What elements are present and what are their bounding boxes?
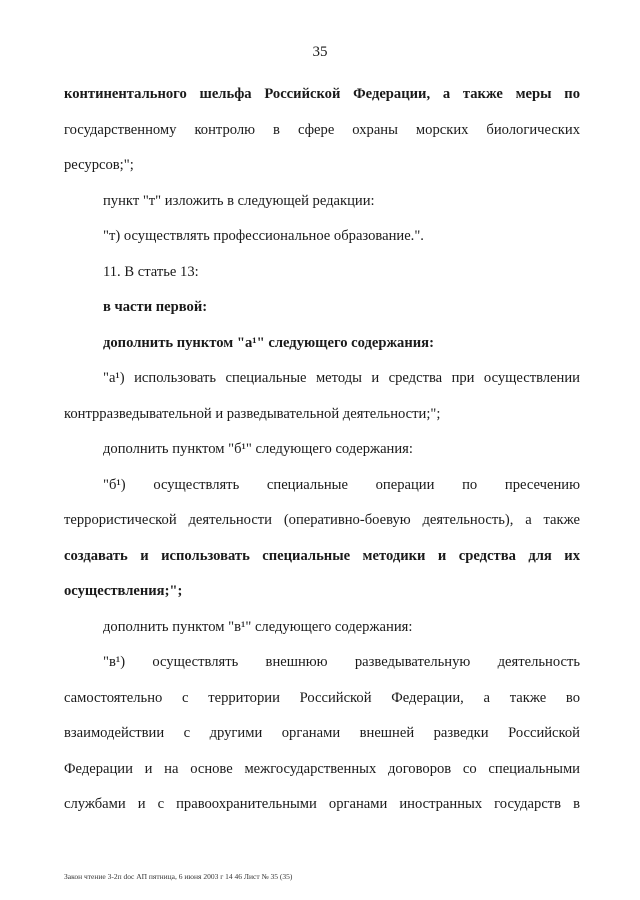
text-line: "а¹) использовать специальные методы и средства при осуществлении: [103, 370, 580, 386]
text-line: "б¹) осуществлять специальные операции по пресечению: [103, 476, 580, 493]
page-number: 35: [312, 44, 328, 60]
footer-metadata: Закон чтение 3-2п doc АП пятница, 6 июня 2003 г 14 46 Лист № 35 (35): [64, 872, 293, 881]
text-line: континентального шельфа Российской Федерации, а также меры по: [64, 86, 580, 102]
text-line: 11. В статье 13:: [103, 263, 199, 280]
text-line: создавать и использовать специальные методики и средства для их: [64, 547, 580, 564]
text-line: в части первой:: [103, 299, 208, 315]
text-line: "т) осуществлять профессиональное образование.".: [103, 228, 424, 244]
text-line: дополнить пунктом "б¹" следующего содержания:: [103, 441, 413, 457]
text-line: Федерации и на основе межгосударственных договоров со специальными: [64, 760, 580, 777]
text-line: дополнить пунктом "в¹" следующего содержания:: [103, 618, 413, 635]
document-body: [64, 84, 580, 830]
text-line: ресурсов;";: [64, 157, 134, 173]
text-line: "в¹) осуществлять внешнюю разведывательную деятельность: [103, 654, 580, 670]
text-line: взаимодействии с другими органами внешней разведки Российской: [64, 725, 580, 741]
text-line: государственному контролю в сфере охраны морских биологических: [64, 121, 580, 138]
text-line: террористической деятельности (оперативно-боевую деятельность), а также: [64, 512, 580, 528]
text-line: самостоятельно с территории Российской Федерации, а также во: [64, 689, 580, 706]
text-line: службами и с правоохранительными органами иностранных государств в: [64, 796, 580, 812]
text-line: осуществления;";: [64, 583, 183, 599]
text-line: пункт "т" изложить в следующей редакции:: [103, 192, 375, 209]
text-line: контрразведывательной и разведывательной деятельности;";: [64, 405, 441, 422]
text-line: дополнить пунктом "а¹" следующего содержания:: [103, 334, 434, 351]
